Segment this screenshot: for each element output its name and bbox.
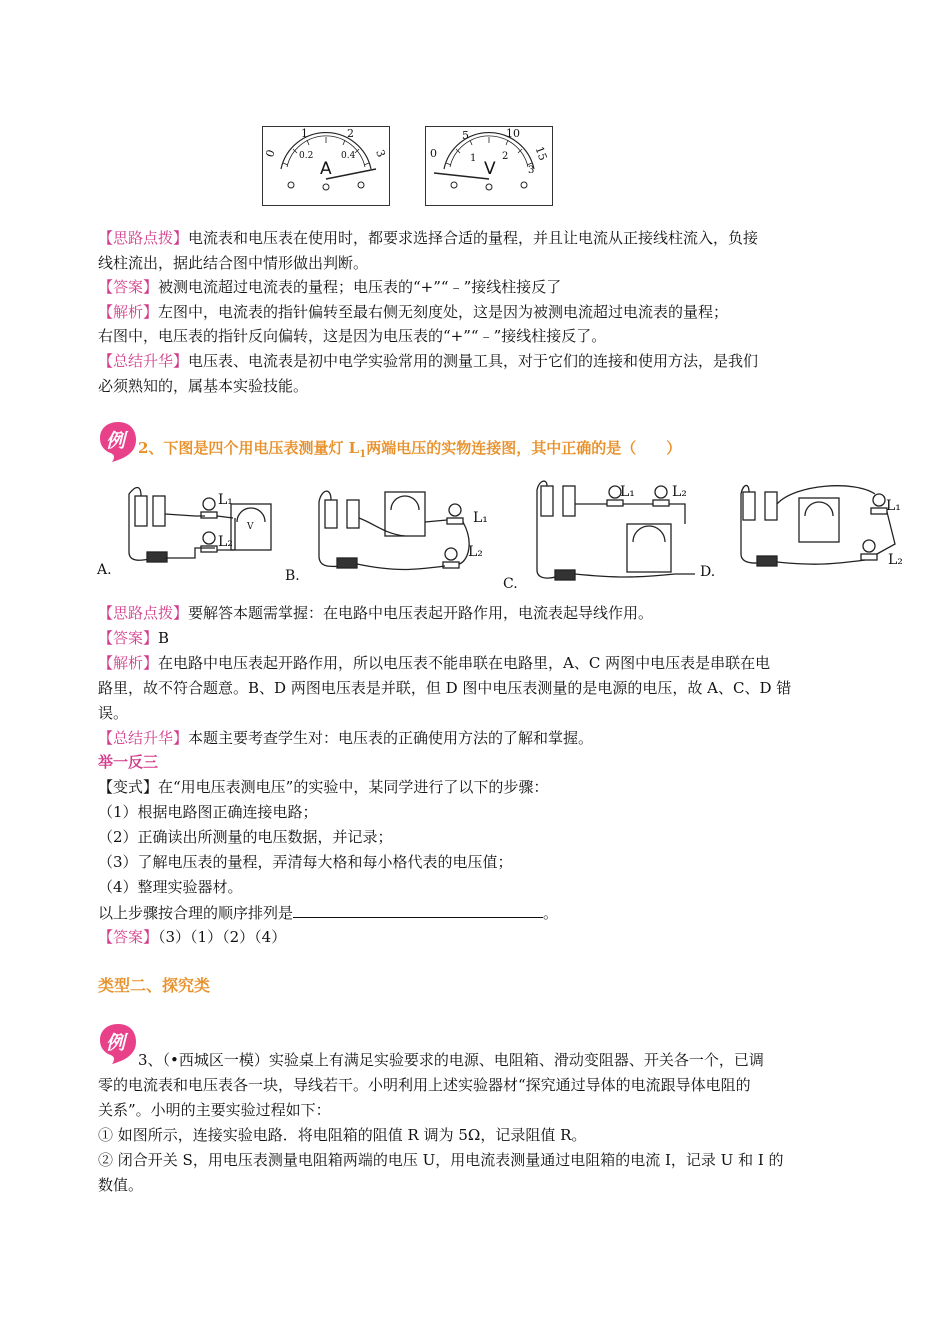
ammeter-tick-0: 0: [263, 147, 278, 160]
ammeter-tick-3: 3: [373, 147, 388, 160]
circuit-b-lamp2-label: L₂: [468, 544, 483, 560]
voltmeter-symbol: V: [484, 159, 496, 179]
ammeter-figure: [262, 126, 390, 206]
variant-step-4: （4）整理实验器材。: [98, 878, 243, 896]
option-c-label: C.: [503, 576, 518, 592]
voltmeter-sub-1: 1: [470, 153, 477, 164]
option-b-label: B.: [285, 568, 300, 584]
badge-text: 例: [106, 430, 126, 452]
answer-blank: [293, 902, 543, 918]
voltmeter-tick-0: 0: [430, 147, 437, 160]
ex1-summary-line1: 【总结升华】电压表、电流表是初中电学实验常用的测量工具，对于它们的连接和使用方法，是我们: [98, 352, 759, 370]
ex3-line3: 关系”。小明的主要实验过程如下：: [98, 1101, 331, 1119]
circuit-d-lamp1-label: L₁: [886, 498, 901, 514]
type2-heading: 类型二、探究类: [98, 976, 211, 995]
variant-step-3: （3）了解电压表的量程，弄清每大格和每小格代表的电压值；: [98, 853, 513, 871]
variant-heading: 举一反三: [98, 753, 159, 771]
example-badge-3: [98, 1022, 138, 1066]
ex2-summary: 【总结升华】本题主要考查学生对：电压表的正确使用方法的了解和掌握。: [98, 729, 594, 747]
option-d-label: D.: [700, 564, 716, 580]
hint-tag: 【思路点拨】: [98, 229, 189, 247]
voltmeter-tick-5: 5: [462, 129, 469, 142]
ex3-step2-line1: ② 闭合开关 S，用电压表测量电阻箱两端的电压 U，用电流表测量通过电阻箱的电流 I，记录 U 和 I 的: [98, 1151, 784, 1169]
ammeter-sub-1: 0.2: [299, 151, 314, 161]
ex3-line1: 3、（•西城区一模）实验桌上有满足实验要求的电源、电阻箱、滑动变阻器、开关各一个，已调: [138, 1051, 764, 1069]
ex2-analysis-line3: 误。: [98, 704, 129, 722]
variant-order: 以上步骤按合理的顺序排列是 。: [98, 904, 559, 922]
ex1-analysis-line1: 【解析】左图中，电流表的指针偏转至最右侧无刻度处，这是因为被测电流超过电流表的量程；: [98, 303, 729, 321]
ex2-hint: 【思路点拨】要解答本题需掌握：在电路中电压表起开路作用，电流表起导线作用。: [98, 604, 654, 622]
ex2-analysis-line2: 路里，故不符合题意。B、D 两图电压表是并联，但 D 图中电压表测量的是电源的电压，故 A、C、D 错: [98, 679, 792, 697]
circuit-c-lamp1-label: L₁: [620, 484, 635, 500]
voltmeter-sub-2: 2: [502, 151, 509, 162]
ex3-step1: ① 如图所示，连接实验电路．将电阻箱的阻值 R 调为 5Ω，记录阻值 R。: [98, 1126, 587, 1144]
ex3-step2-line2: 数值。: [98, 1176, 144, 1194]
circuit-a-lamp1-label: L₁: [218, 492, 233, 508]
voltmeter-tick-10: 10: [506, 127, 520, 140]
circuit-d-lamp2-label: L₂: [888, 552, 903, 568]
ex1-analysis-line2: 右图中，电压表的指针反向偏转，这是因为电压表的“+”“﹣”接线柱接反了。: [98, 327, 607, 345]
badge-text: 例: [106, 1032, 126, 1054]
voltmeter-sub-3: 3: [528, 165, 535, 176]
variant-answer: 【答案】（3）（1）（2）（4）: [98, 928, 287, 946]
example-badge: [98, 420, 138, 464]
circuit-a-lamp2-label: L₂: [218, 534, 233, 550]
ex1-hint-line2: 线柱流出，据此结合图中情形做出判断。: [98, 254, 369, 272]
ex1-answer: 【答案】被测电流超过电流表的量程；电压表的“+”“﹣”接线柱接反了: [98, 278, 562, 296]
voltmeter-tick-15: 15: [532, 144, 550, 163]
circuit-a-meter-v: V: [247, 522, 254, 532]
ex1-summary-line2: 必须熟知的，属基本实验技能。: [98, 377, 309, 395]
variant-step-2: （2）正确读出所测量的电压数据，并记录；: [98, 828, 393, 846]
ex1-hint-line1: 【思路点拨】电流表和电压表在使用时，都要求选择合适的量程，并且让电流从正接线柱流入，负接: [98, 229, 759, 247]
voltmeter-figure: [425, 126, 553, 206]
ex3-line2: 零的电流表和电压表各一块，导线若干。小明利用上述实验器材“探究通过导体的电流跟导体电阻的: [98, 1076, 751, 1094]
ex2-analysis-line1: 【解析】在电路中电压表起开路作用，所以电压表不能串联在电路里，A、C 两图中电压表是串联在电: [98, 654, 771, 672]
ammeter-symbol: A: [320, 159, 332, 179]
variant-intro: 【变式】在“用电压表测电压”的实验中，某同学进行了以下的步骤：: [98, 778, 549, 796]
circuit-c-lamp2-label: L₂: [672, 484, 687, 500]
circuit-b-lamp1-label: L₁: [473, 510, 488, 526]
ammeter-tick-2: 2: [347, 127, 354, 140]
ex2-question: 2、下图是四个用电压表测量灯 $L_1$两端电压的实物连接图，其中正确的是（ ）: [138, 439, 682, 460]
option-a-label: A.: [97, 562, 112, 578]
variant-step-1: （1）根据电路图正确连接电路；: [98, 803, 318, 821]
ex2-answer: 【答案】B: [98, 629, 170, 647]
ammeter-sub-2: 0.4: [341, 151, 356, 161]
ammeter-tick-1: 1: [301, 127, 308, 140]
